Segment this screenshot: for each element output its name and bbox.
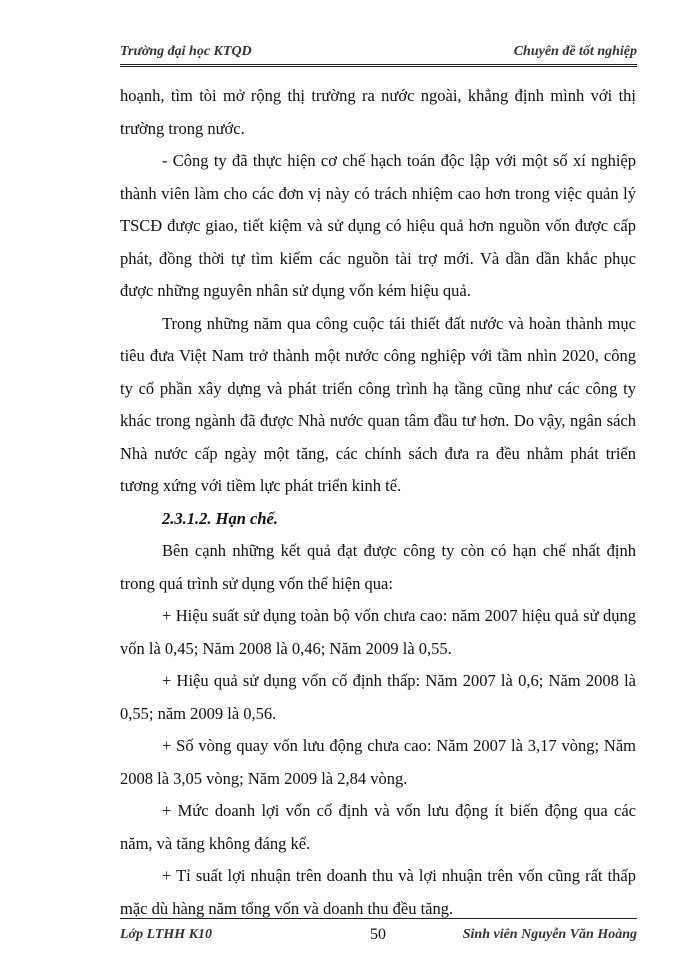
section-heading: 2.3.1.2. Hạn chế. <box>162 508 278 528</box>
list-item: + Hiệu quả sử dụng vốn cố định thấp: Năm 2007 là 0,6; Năm 2008 là 0,55; năm 2009 là 0,56. <box>120 671 636 723</box>
list-item: + Hiệu suất sử dụng toàn bộ vốn chưa cao: năm 2007 hiệu quả sử dụng vốn là 0,45; Năm 2008 là 0,46; Năm 2009 là 0,55. <box>120 606 636 658</box>
footer-class: Lớp LTHH K10 <box>120 927 213 942</box>
page-footer <box>120 918 637 949</box>
header-title: Chuyên đề tốt nghiệp <box>513 44 637 59</box>
paragraph-limitations-intro: Bên cạnh những kết quả đạt được công ty còn có hạn chế nhất định trong quá trình sử dụng vốn thể hiện qua: <box>120 541 636 593</box>
paragraph-accounting: - Công ty đã thực hiện cơ chế hạch toán độc lập với một số xí nghiệp thành viên làm cho các đơn vị này có trách nhiệm cao hơn trong việc quản lý TSCĐ được giao, tiết kiệm và sử dụng có hiệu quả hơn nguồn vốn được cấp phát, đồng thời tự tìm kiếm các nguồn tài trợ mới. Và dần dần khắc phục được những nguyên nhân sử dụng vốn kém hiệu quả. <box>120 151 636 300</box>
list-item: + Tỉ suất lợi nhuận trên doanh thu và lợi nhuận trên vốn cũng rất thấp mặc dù hàng năm tổng vốn và doanh thu đều tăng. <box>120 866 636 918</box>
document-body <box>120 80 636 925</box>
list-item: + Mức doanh lợi vốn cố định và vốn lưu động ít biến động qua các năm, và tăng không đáng kể. <box>120 801 636 853</box>
footer-student: Sinh viên Nguyễn Văn Hoàng <box>462 927 637 942</box>
paragraph-continuation: hoạnh, tìm tòi mở rộng thị trường ra nước ngoài, khẳng định mình với thị trường trong nước. <box>120 86 636 138</box>
list-item: + Số vòng quay vốn lưu động chưa cao: Năm 2007 là 3,17 vòng; Năm 2008 là 3,05 vòng; Năm 2009 là 2,84 vòng. <box>120 736 636 788</box>
paragraph-investment: Trong những năm qua công cuộc tái thiết đất nước và hoàn thành mục tiêu đưa Việt Nam trở thành một nước công nghiệp với tầm nhìn 2020, công ty cổ phần xây dựng và phát triển công trình hạ tầng cũng như các công ty khác trong ngành đã được Nhà nước quan tâm đầu tư hơn. Do vậy, ngân sách Nhà nước cấp ngày một tăng, các chính sách đưa ra đều nhằm phát triển tương xứng với tiềm lực phát triển kinh tế. <box>120 313 636 495</box>
header-school: Trường đại học KTQD <box>120 44 252 59</box>
page-header <box>120 40 637 67</box>
page-number: 50 <box>370 926 386 943</box>
